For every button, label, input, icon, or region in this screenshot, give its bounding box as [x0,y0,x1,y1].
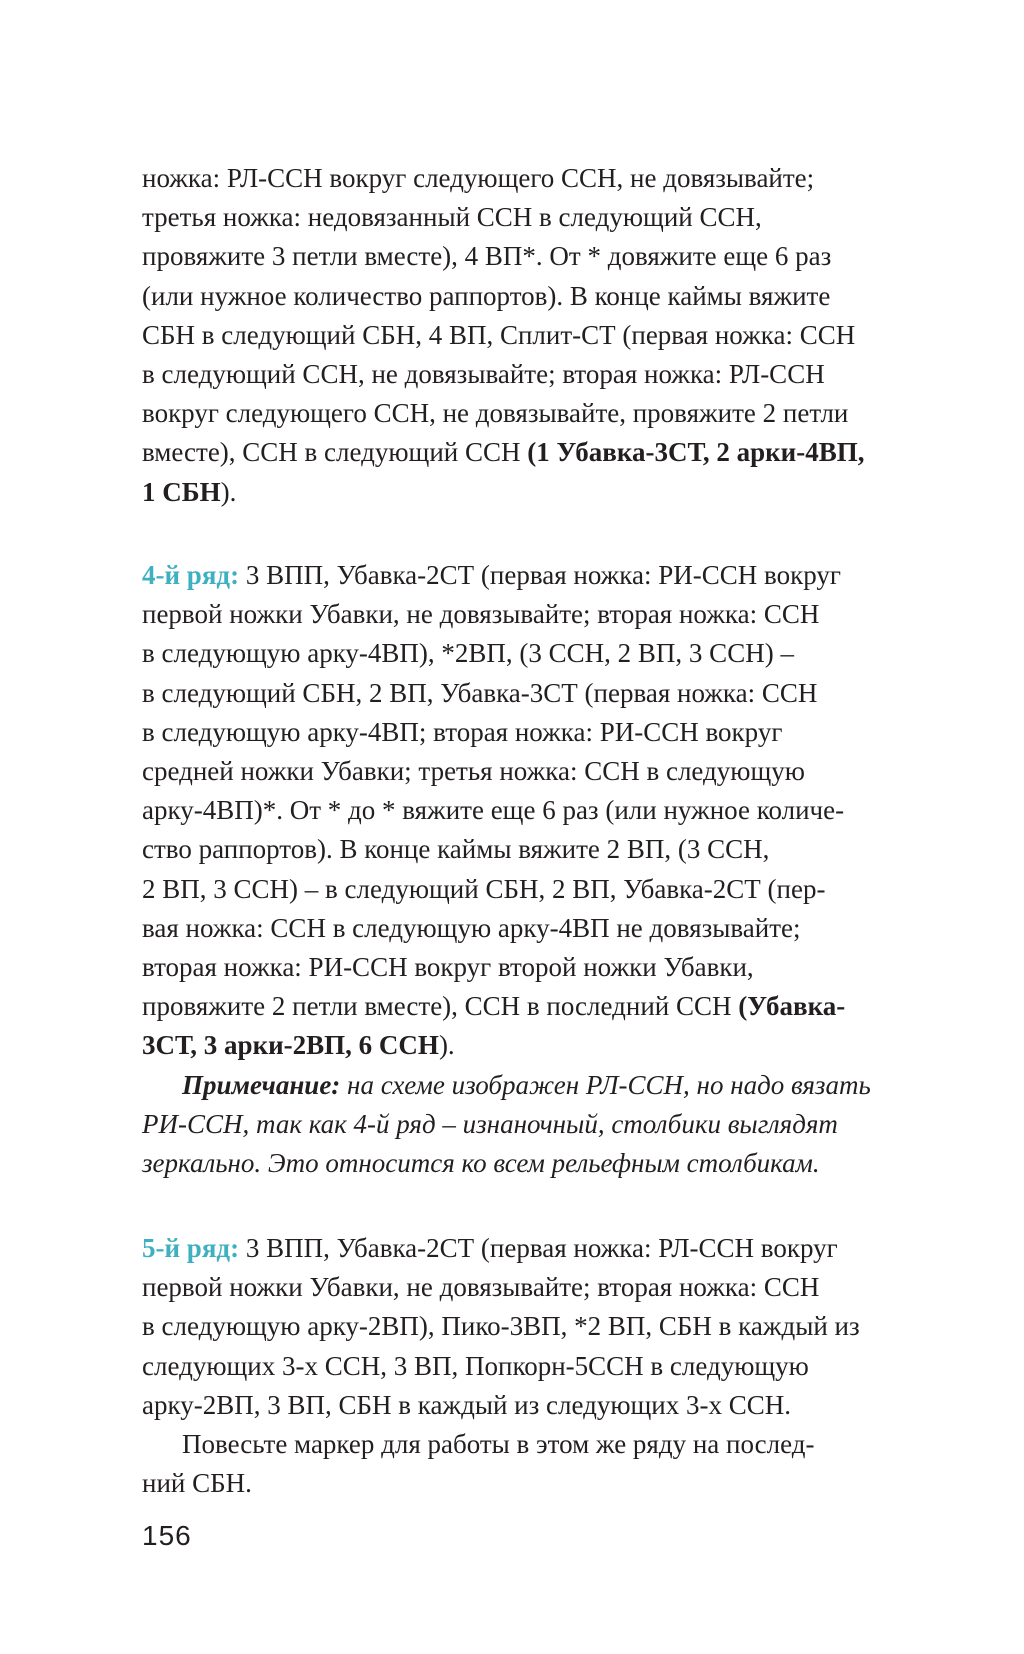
note-line: зеркально. Это относится ко всем рельефным столбикам. [142,1148,820,1179]
paragraph-row3-continuation [142,159,932,512]
note-line [142,1066,932,1105]
page-number: 156 [142,1520,192,1551]
text-plain: вместе), ССН в следующий ССН [142,437,528,468]
text-line: вторая ножка: РИ-ССН вокруг второй ножки Убавки, [142,952,754,983]
text-line [142,433,932,472]
row-heading: 5-й ряд: [142,1233,240,1263]
text-line: ножка: РЛ-ССН вокруг следующего ССН, не довязывайте; [142,163,815,193]
text-plain: провяжите 2 петли вместе), ССН в последний ССН [142,991,739,1022]
text-line: 2 ВП, 3 ССН) – в следующий СБН, 2 ВП, Убавка-2СТ (пер- [142,873,826,904]
text-line: в следующую арку-2ВП), Пико-3ВП, *2 ВП, СБН в каждый из [142,1311,860,1342]
text-line [142,1026,932,1065]
text-line: первой ножки Убавки, не довязывайте; вторая ножка: ССН [142,1272,820,1303]
stitch-count-summary: 3СТ, 3 арки-2ВП, 6 ССН [142,1030,439,1061]
text-line: вокруг следующего ССН, не довязывайте, провяжите 2 петли [142,398,849,429]
text-line: вая ножка: ССН в следующую арку-4ВП не довязывайте; [142,912,801,943]
text-line: ство раппортов). В конце каймы вяжите 2 ВП, (3 ССН, [142,834,770,865]
paragraph-row4 [142,556,932,1183]
text-line [142,556,932,595]
text-line: в следующий ССН, не довязывайте; вторая ножка: РЛ-ССН [142,359,825,390]
text-plain: 3 ВПП, Убавка-2СТ (первая ножка: РИ-ССН вокруг [239,560,841,590]
text-line: провяжите 3 петли вместе), 4 ВП*. От * довяжите еще 6 раз [142,241,832,272]
text-line: СБН в следующий СБН, 4 ВП, Сплит-СТ (первая ножка: ССН [142,319,856,350]
text-line: арку-4ВП)*. От * до * вяжите еще 6 раз (или нужное количе- [142,795,845,826]
text-line: ний СБН. [142,1468,252,1499]
note-text: на схеме изображен РЛ-ССН, но надо вязать [340,1069,871,1100]
note-line: РИ-ССН, так как 4-й ряд – изнаночный, столбики выглядят [142,1108,838,1139]
stitch-count-summary: (Убавка- [738,991,846,1022]
text-line: третья ножка: недовязанный ССН в следующий ССН, [142,202,762,233]
stitch-count-summary: 1 СБН [142,476,221,507]
text-line: следующих 3-х ССН, 3 ВП, Попкорн-5ССН в следующую [142,1350,809,1381]
text-line: первой ножки Убавки, не довязывайте; вторая ножка: ССН [142,599,820,630]
row-heading: 4-й ряд: [142,560,240,590]
text-line: средней ножки Убавки; третья ножка: ССН в следующую [142,756,805,787]
text-line [142,1229,932,1268]
note-label: Примечание: [182,1069,341,1100]
paragraph-row5 [142,1229,932,1503]
text-plain: ). [438,1030,455,1061]
text-line [142,473,932,512]
text-plain: ). [220,476,237,507]
text-line: (или нужное количество раппортов). В конце каймы вяжите [142,280,831,311]
text-line: в следующий СБН, 2 ВП, Убавка-3СТ (первая ножка: ССН [142,677,818,708]
text-line: в следующую арку-4ВП; вторая ножка: РИ-ССН вокруг [142,716,783,747]
text-line: Повесьте маркер для работы в этом же ряду на послед- [182,1429,815,1460]
stitch-count-summary: (1 Убавка-3СТ, 2 арки-4ВП, [527,437,865,468]
text-line [142,987,932,1026]
text-line: арку-2ВП, 3 ВП, СБН в каждый из следующих 3-х ССН. [142,1389,792,1420]
text-line: в следующую арку-4ВП), *2ВП, (3 ССН, 2 ВП, 3 ССН) – [142,638,794,669]
text-plain: 3 ВПП, Убавка-2СТ (первая ножка: РЛ-ССН вокруг [239,1233,838,1263]
